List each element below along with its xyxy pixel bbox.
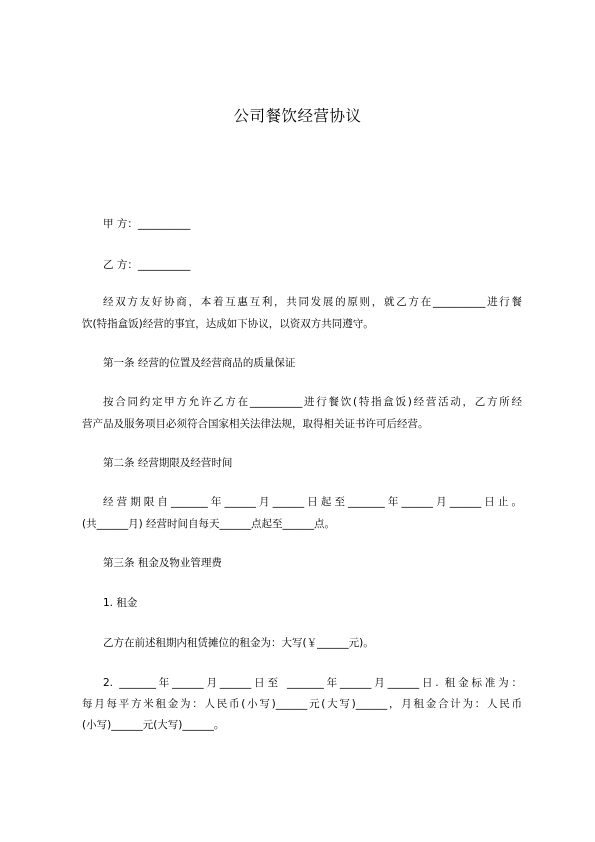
rent-subheading: 1. 租金 [103, 597, 138, 609]
article-1-line-2: 营产品及服务项目必须符合国家相关法律法规，取得相关证书许可后经营。 [82, 418, 429, 430]
rent-period-line-2: 每月每平方米租金为：人民币(小写)______元(大写)______，月租金合计为：人民币 [82, 698, 522, 710]
article-2-heading: 第二条 经营期限及经营时间 [103, 457, 233, 469]
document-title: 公司餐饮经营协议 [233, 107, 362, 125]
article-1-line-1: 按合同约定甲方允许乙方在__________进行餐饮(特指盒饭)经营活动，乙方所经 [103, 396, 522, 408]
article-2-line-1: 经营期限自_______年______月______日起至_______年______月______日止。 [103, 496, 522, 508]
rent-amount-line: 乙方在前述租期内租赁摊位的租金为：大写(￥______元)。 [103, 637, 374, 649]
article-3-heading: 第三条 租金及物业管理费 [103, 557, 222, 569]
preamble-line-2: 饮(特指盒饭)经营的事宜，达成如下协议，以资双方共同遵守。 [82, 318, 374, 330]
preamble-line-1: 经双方友好协商，本着互惠互利，共同发展的原则，就乙方在__________进行餐 [103, 296, 522, 308]
rent-period-line-1: 2. _______年______月______日至 _______年______月______日. 租金标准为： [103, 677, 522, 689]
party-a-line: 甲 方：__________ [103, 218, 191, 230]
article-2-line-2: (共______月) 经营时间自每天______点起至______点。 [82, 518, 336, 530]
rent-period-line-3: (小写)______元(大写)______。 [82, 719, 225, 731]
party-b-line: 乙 方：__________ [103, 259, 191, 271]
article-1-heading: 第一条 经营的位置及经营商品的质量保证 [103, 357, 296, 369]
